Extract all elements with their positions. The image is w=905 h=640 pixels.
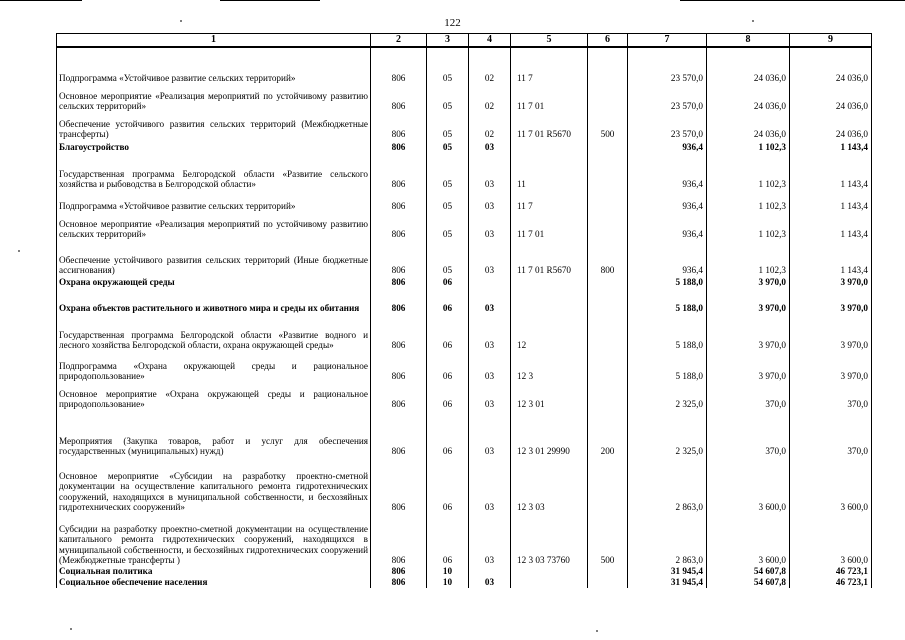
row-gr: 806 (371, 577, 427, 588)
row-rz: 05 (427, 140, 469, 153)
row-gr: 806 (371, 382, 427, 410)
row-gr: 806 (371, 112, 427, 140)
table-row (57, 140, 872, 153)
row-rz: 06 (427, 457, 469, 513)
row-gr: 806 (371, 47, 427, 84)
row-rz: 10 (427, 577, 469, 588)
row-csr (511, 288, 588, 314)
row-csr: 11 7 (511, 47, 588, 84)
row-name: Основное мероприятие «Субсидии на разработку проектно-сметной документации на осуществление капитального ремонта гидротехнических сооружений, находящихся в муниципальной собственности, и бесхозяйных гидротехнических сооружений» (57, 457, 371, 513)
row-amount-y1: 936,4 (628, 240, 707, 276)
row-pr: 03 (469, 577, 511, 588)
row-csr: 11 7 01 R5670 (511, 112, 588, 140)
row-rz: 06 (427, 288, 469, 314)
scan-speck (752, 20, 754, 22)
row-pr: 03 (469, 457, 511, 513)
row-amount-y1: 936,4 (628, 190, 707, 212)
row-amount-y1: 936,4 (628, 212, 707, 240)
row-amount-y1: 5 188,0 (628, 351, 707, 382)
row-amount-y1: 2 325,0 (628, 410, 707, 457)
row-amount-y2: 1 102,3 (707, 153, 790, 190)
table-row (57, 351, 872, 382)
table-row (57, 84, 872, 112)
row-amount-y2: 370,0 (707, 382, 790, 410)
row-rz: 06 (427, 351, 469, 382)
column-header: 9 (790, 34, 872, 48)
row-amount-y2: 3 970,0 (707, 314, 790, 351)
row-rz: 06 (427, 382, 469, 410)
row-name: Основное мероприятие «Охрана окружающей среды и рациональное природопользование» (57, 382, 371, 410)
column-header: 4 (469, 34, 511, 48)
row-name: Субсидии на разработку проектно-сметной документации на осуществление капитального ремонта гидротехнических сооружений, находящихся в муниципальной собственности, и бесхозяйных гидротехнических сооружений (Межбюджетные трансферты ) (57, 513, 371, 566)
table-row (57, 153, 872, 190)
row-pr (469, 276, 511, 288)
table-row (57, 212, 872, 240)
budget-table (56, 33, 872, 588)
table-row (57, 112, 872, 140)
row-amount-y1: 5 188,0 (628, 288, 707, 314)
scan-speck (180, 20, 182, 22)
row-gr: 806 (371, 288, 427, 314)
row-vr (588, 212, 628, 240)
table-row (57, 577, 872, 588)
row-rz: 05 (427, 212, 469, 240)
row-amount-y1: 936,4 (628, 140, 707, 153)
row-amount-y3: 24 036,0 (790, 112, 872, 140)
row-name: Подпрограмма «Устойчивое развитие сельских территорий» (57, 190, 371, 212)
table-row (57, 47, 872, 84)
row-gr: 806 (371, 240, 427, 276)
row-vr (588, 276, 628, 288)
row-vr (588, 140, 628, 153)
row-amount-y1: 936,4 (628, 153, 707, 190)
row-rz: 06 (427, 314, 469, 351)
table-row (57, 314, 872, 351)
row-amount-y2: 3 970,0 (707, 288, 790, 314)
row-amount-y2: 24 036,0 (707, 84, 790, 112)
row-csr (511, 140, 588, 153)
row-amount-y2: 1 102,3 (707, 140, 790, 153)
column-header: 6 (588, 34, 628, 48)
row-amount-y3: 370,0 (790, 382, 872, 410)
row-pr: 03 (469, 513, 511, 566)
scan-speck (18, 250, 20, 252)
column-header: 8 (707, 34, 790, 48)
row-csr: 11 7 01 R5670 (511, 240, 588, 276)
row-amount-y1: 31 945,4 (628, 577, 707, 588)
row-amount-y1: 31 945,4 (628, 566, 707, 577)
row-amount-y2: 370,0 (707, 410, 790, 457)
row-amount-y1: 2 863,0 (628, 513, 707, 566)
row-csr: 12 3 01 29990 (511, 410, 588, 457)
row-amount-y3: 3 970,0 (790, 276, 872, 288)
row-name: Социальная политика (57, 566, 371, 577)
row-rz: 10 (427, 566, 469, 577)
row-pr: 03 (469, 153, 511, 190)
row-csr (511, 566, 588, 577)
row-amount-y2: 54 607,8 (707, 577, 790, 588)
row-amount-y3: 1 143,4 (790, 140, 872, 153)
column-header: 3 (427, 34, 469, 48)
scan-speck (596, 630, 598, 632)
row-amount-y3: 1 143,4 (790, 240, 872, 276)
row-gr: 806 (371, 276, 427, 288)
row-amount-y1: 2 325,0 (628, 382, 707, 410)
row-gr: 806 (371, 351, 427, 382)
row-amount-y3: 3 970,0 (790, 351, 872, 382)
row-gr: 806 (371, 153, 427, 190)
table-row (57, 382, 872, 410)
row-pr: 03 (469, 140, 511, 153)
row-vr: 500 (588, 513, 628, 566)
row-vr: 800 (588, 240, 628, 276)
row-amount-y3: 3 970,0 (790, 314, 872, 351)
table-row (57, 288, 872, 314)
row-csr (511, 577, 588, 588)
row-amount-y3: 46 723,1 (790, 566, 872, 577)
row-amount-y2: 3 970,0 (707, 276, 790, 288)
row-csr: 11 7 01 (511, 84, 588, 112)
row-rz: 06 (427, 513, 469, 566)
row-amount-y3: 24 036,0 (790, 84, 872, 112)
row-csr: 11 (511, 153, 588, 190)
row-csr: 11 7 01 (511, 212, 588, 240)
row-amount-y3: 3 600,0 (790, 457, 872, 513)
top-rule-left (0, 0, 82, 1)
table-row (57, 240, 872, 276)
row-amount-y3: 3 970,0 (790, 288, 872, 314)
row-gr: 806 (371, 457, 427, 513)
table-row (57, 513, 872, 566)
table-row (57, 457, 872, 513)
row-pr: 03 (469, 190, 511, 212)
row-pr: 03 (469, 351, 511, 382)
row-csr: 12 3 01 (511, 382, 588, 410)
row-amount-y2: 24 036,0 (707, 112, 790, 140)
row-gr: 806 (371, 314, 427, 351)
row-name: Охрана объектов растительного и животного мира и среды их обитания (57, 288, 371, 314)
row-name: Подпрограмма «Устойчивое развитие сельских территорий» (57, 47, 371, 84)
table-row (57, 190, 872, 212)
row-csr: 12 3 03 73760 (511, 513, 588, 566)
row-vr (588, 566, 628, 577)
row-amount-y1: 23 570,0 (628, 84, 707, 112)
row-rz: 05 (427, 112, 469, 140)
row-amount-y3: 1 143,4 (790, 212, 872, 240)
row-amount-y3: 3 600,0 (790, 513, 872, 566)
row-vr (588, 314, 628, 351)
row-rz: 06 (427, 410, 469, 457)
row-gr: 806 (371, 212, 427, 240)
header-row (57, 34, 872, 48)
row-pr: 03 (469, 240, 511, 276)
row-name: Государственная программа Белгородской области «Развитие водного и лесного хозяйства Белгородской области, охрана окружающей среды» (57, 314, 371, 351)
row-amount-y2: 1 102,3 (707, 212, 790, 240)
row-amount-y3: 24 036,0 (790, 47, 872, 84)
scan-speck (70, 628, 72, 630)
row-vr (588, 153, 628, 190)
top-rule-right (680, 0, 905, 1)
row-vr (588, 577, 628, 588)
row-amount-y2: 1 102,3 (707, 240, 790, 276)
row-amount-y2: 3 970,0 (707, 351, 790, 382)
row-name: Подпрограмма «Охрана окружающей среды и рациональное природопользование» (57, 351, 371, 382)
row-vr: 500 (588, 112, 628, 140)
row-gr: 806 (371, 513, 427, 566)
row-amount-y1: 23 570,0 (628, 47, 707, 84)
row-name: Основное мероприятие «Реализация мероприятий по устойчивому развитию сельских территорий» (57, 212, 371, 240)
page-number: 122 (444, 17, 461, 29)
row-pr: 02 (469, 47, 511, 84)
row-csr: 11 7 (511, 190, 588, 212)
row-pr: 03 (469, 382, 511, 410)
row-gr: 806 (371, 566, 427, 577)
top-rule-mid (220, 0, 320, 1)
row-vr (588, 190, 628, 212)
row-amount-y1: 5 188,0 (628, 314, 707, 351)
row-name: Государственная программа Белгородской области «Развитие сельского хозяйства и рыбоводства в Белгородской области» (57, 153, 371, 190)
row-pr (469, 566, 511, 577)
row-rz: 05 (427, 84, 469, 112)
row-amount-y2: 3 600,0 (707, 457, 790, 513)
row-vr (588, 351, 628, 382)
row-vr (588, 382, 628, 410)
column-header: 1 (57, 34, 371, 48)
row-pr: 03 (469, 314, 511, 351)
row-amount-y2: 1 102,3 (707, 190, 790, 212)
row-amount-y3: 1 143,4 (790, 153, 872, 190)
row-amount-y1: 23 570,0 (628, 112, 707, 140)
row-vr (588, 457, 628, 513)
row-rz: 05 (427, 190, 469, 212)
row-rz: 05 (427, 47, 469, 84)
row-amount-y3: 46 723,1 (790, 577, 872, 588)
row-name: Обеспечение устойчивого развития сельских территорий (Межбюджетные трансферты) (57, 112, 371, 140)
row-pr: 03 (469, 410, 511, 457)
row-name: Благоустройство (57, 140, 371, 153)
row-gr: 806 (371, 84, 427, 112)
row-rz: 05 (427, 153, 469, 190)
row-rz: 06 (427, 276, 469, 288)
row-name: Обеспечение устойчивого развития сельских территорий (Иные бюджетные ассигнования) (57, 240, 371, 276)
row-csr: 12 3 03 (511, 457, 588, 513)
row-amount-y1: 5 188,0 (628, 276, 707, 288)
row-vr (588, 84, 628, 112)
row-vr (588, 47, 628, 84)
row-name: Мероприятия (Закупка товаров, работ и услуг для обеспечения государственных (муниципальных) нужд) (57, 410, 371, 457)
row-amount-y2: 54 607,8 (707, 566, 790, 577)
table-row (57, 566, 872, 577)
row-amount-y2: 24 036,0 (707, 47, 790, 84)
row-name: Основное мероприятие «Реализация мероприятий по устойчивому развитию сельских территорий» (57, 84, 371, 112)
row-csr: 12 3 (511, 351, 588, 382)
row-pr: 02 (469, 112, 511, 140)
row-rz: 05 (427, 240, 469, 276)
column-header: 5 (511, 34, 588, 48)
row-csr (511, 276, 588, 288)
table-row (57, 276, 872, 288)
row-gr: 806 (371, 410, 427, 457)
row-vr: 200 (588, 410, 628, 457)
table-row (57, 410, 872, 457)
row-pr: 02 (469, 84, 511, 112)
row-name: Социальное обеспечение населения (57, 577, 371, 588)
row-amount-y3: 1 143,4 (790, 190, 872, 212)
row-gr: 806 (371, 190, 427, 212)
row-pr: 03 (469, 288, 511, 314)
column-header: 7 (628, 34, 707, 48)
row-csr: 12 (511, 314, 588, 351)
row-name: Охрана окружающей среды (57, 276, 371, 288)
row-pr: 03 (469, 212, 511, 240)
row-gr: 806 (371, 140, 427, 153)
row-amount-y1: 2 863,0 (628, 457, 707, 513)
row-vr (588, 288, 628, 314)
row-amount-y2: 3 600,0 (707, 513, 790, 566)
column-header: 2 (371, 34, 427, 48)
row-amount-y3: 370,0 (790, 410, 872, 457)
